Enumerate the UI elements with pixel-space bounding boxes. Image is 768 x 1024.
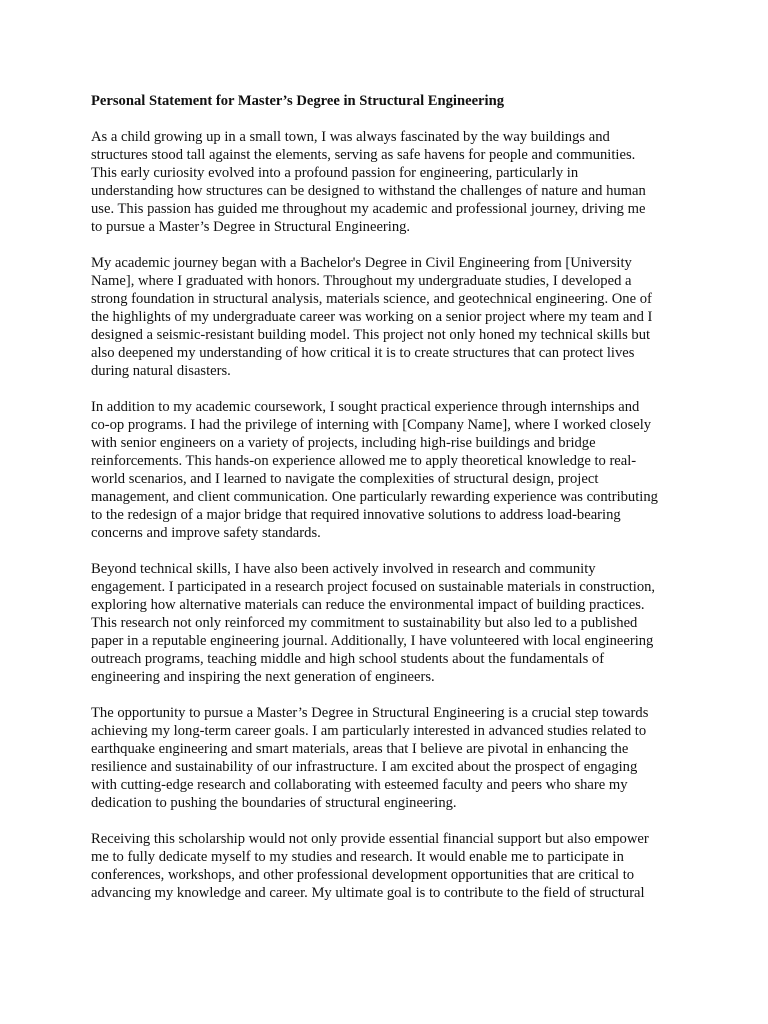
document-title: Personal Statement for Master’s Degree in Structural Engineering [91, 93, 504, 109]
paragraph-4 [91, 560, 679, 686]
text-line: achieving my long-term career goals. I am particularly interested in advanced studies related to [91, 723, 647, 739]
text-line: paper in a reputable engineering journal. Additionally, I have volunteered with local engineering [91, 633, 654, 649]
text-line: The opportunity to pursue a Master’s Degree in Structural Engineering is a crucial step towards [91, 705, 649, 721]
text-line: Beyond technical skills, I have also been actively involved in research and community [91, 561, 596, 577]
text-line: also deepened my understanding of how critical it is to create structures that can protect lives [91, 345, 635, 361]
text-line: reinforcements. This hands-on experience allowed me to apply theoretical knowledge to real- [91, 453, 637, 469]
paragraph-3 [91, 398, 679, 542]
text-line: to pursue a Master’s Degree in Structural Engineering. [91, 219, 411, 235]
text-line: use. This passion has guided me throughout my academic and professional journey, driving me [91, 201, 646, 217]
text-line: advancing my knowledge and career. My ultimate goal is to contribute to the field of structural [91, 885, 645, 901]
text-line: concerns and improve safety standards. [91, 525, 321, 541]
text-line: outreach programs, teaching middle and high school students about the fundamentals of [91, 651, 605, 667]
text-line: Name], where I graduated with honors. Throughout my undergraduate studies, I developed a [91, 273, 632, 289]
text-line: This early curiosity evolved into a profound passion for engineering, particularly in [91, 165, 579, 181]
text-line: management, and client communication. One particularly rewarding experience was contributing [91, 489, 658, 505]
text-line: My academic journey began with a Bachelor's Degree in Civil Engineering from [University [91, 255, 632, 271]
text-line: In addition to my academic coursework, I sought practical experience through internships and [91, 399, 640, 415]
paragraph-5 [91, 704, 679, 812]
paragraph-1 [91, 128, 679, 236]
text-line: during natural disasters. [91, 363, 231, 379]
text-line: As a child growing up in a small town, I was always fascinated by the way buildings and [91, 129, 610, 145]
text-line: dedication to pushing the boundaries of structural engineering. [91, 795, 457, 811]
text-line: understanding how structures can be designed to withstand the challenges of nature and human [91, 183, 646, 199]
text-line: conferences, workshops, and other professional development opportunities that are critical to [91, 867, 635, 883]
text-line: resilience and sustainability of our infrastructure. I am excited about the prospect of engaging [91, 759, 638, 775]
document-body [91, 92, 679, 920]
text-line: structures stood tall against the elements, serving as safe havens for people and communities. [91, 147, 636, 163]
text-line: earthquake engineering and smart materials, areas that I believe are pivotal in enhancing the [91, 741, 629, 757]
text-line: This research not only reinforced my commitment to sustainability but also led to a published [91, 615, 638, 631]
text-line: world scenarios, and I learned to navigate the complexities of structural design, project [91, 471, 599, 487]
text-line: designed a seismic-resistant building model. This project not only honed my technical skills but [91, 327, 651, 343]
text-line: engagement. I participated in a research project focused on sustainable materials in construction, [91, 579, 656, 595]
text-line: exploring how alternative materials can reduce the environmental impact of building practices. [91, 597, 645, 613]
text-line: me to fully dedicate myself to my studies and research. It would enable me to participate in [91, 849, 624, 865]
text-line: Receiving this scholarship would not only provide essential financial support but also empower [91, 831, 649, 847]
text-line: with senior engineers on a variety of projects, including high-rise buildings and bridge [91, 435, 596, 451]
paragraph-2 [91, 254, 679, 380]
text-line: to the redesign of a major bridge that required innovative solutions to address load-bearing [91, 507, 621, 523]
text-line: the highlights of my undergraduate career was working on a senior project where my team and I [91, 309, 653, 325]
text-line: co-op programs. I had the privilege of interning with [Company Name], where I worked closely [91, 417, 652, 433]
text-line: with cutting-edge research and collaborating with esteemed faculty and peers who share my [91, 777, 628, 793]
paragraph-6 [91, 830, 679, 902]
text-line: engineering and inspiring the next generation of engineers. [91, 669, 435, 685]
text-line: strong foundation in structural analysis, materials science, and geotechnical engineering. One of [91, 291, 652, 307]
